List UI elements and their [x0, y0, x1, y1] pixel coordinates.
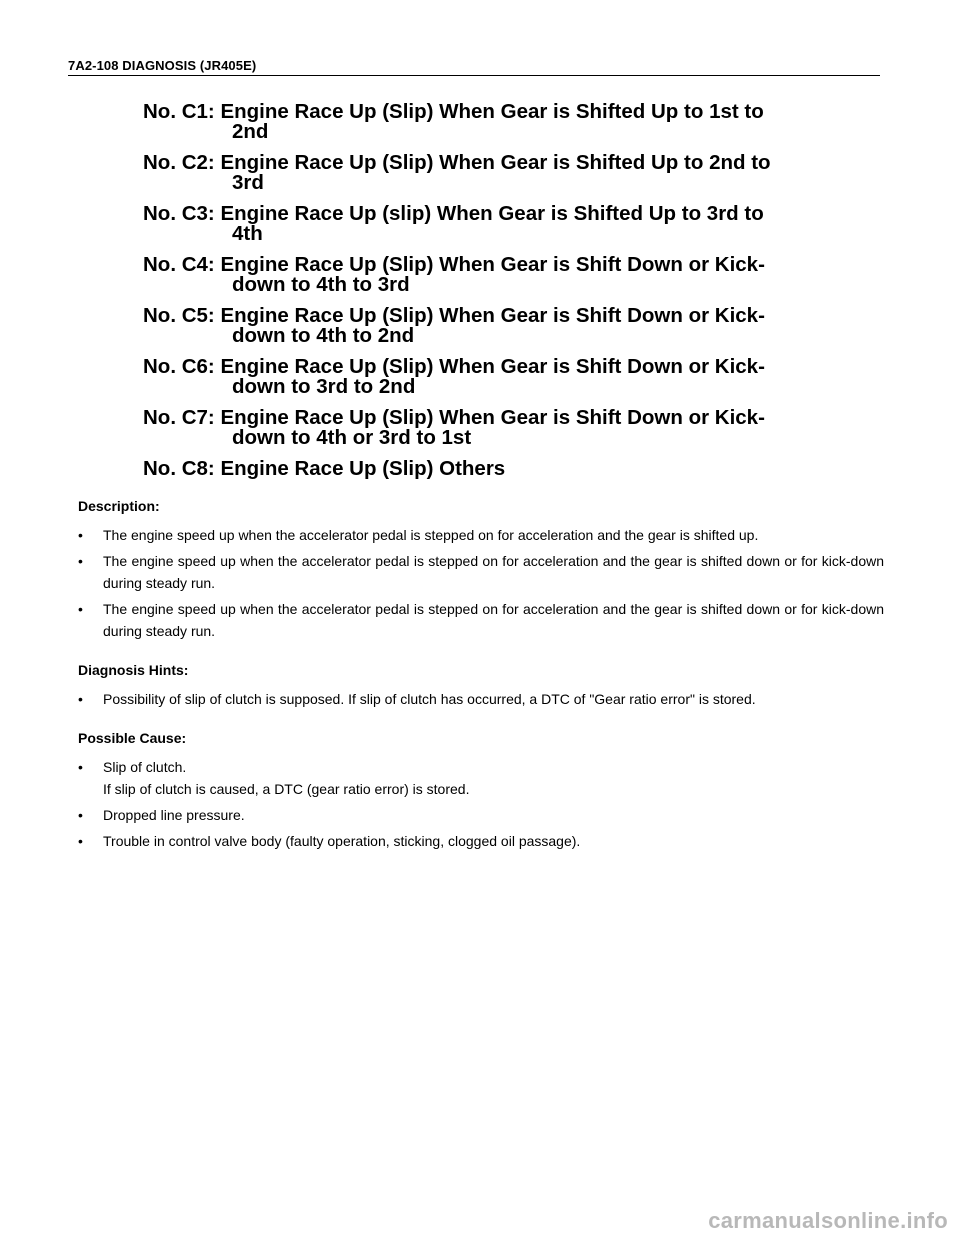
list-item-text: Trouble in control valve body (faulty operation, sticking, clogged oil passage). — [103, 833, 581, 849]
list-item — [78, 830, 884, 852]
bullet-icon: • — [78, 553, 83, 569]
description-list — [78, 524, 884, 642]
bullet-icon: • — [78, 601, 83, 617]
title-continuation: down to 4th to 3rd — [232, 273, 410, 296]
description-heading: Description: — [78, 498, 160, 514]
bullet-icon: • — [78, 527, 83, 543]
list-item-text: The engine speed up when the accelerator pedal is stepped on for acceleration and the gear is shifted down or for kick-down during steady run. — [103, 553, 884, 591]
title-continuation: down to 4th or 3rd to 1st — [232, 426, 472, 449]
list-item — [78, 550, 884, 594]
page-header: 7A2-108 DIAGNOSIS (JR405E) — [68, 58, 880, 76]
bullet-icon: • — [78, 833, 83, 849]
list-item — [78, 804, 884, 826]
list-item-text: Possibility of slip of clutch is supposed. If slip of clutch has occurred, a DTC of "Gear ratio error" is stored. — [103, 691, 756, 707]
content-body — [78, 498, 884, 872]
title-line: No. C8: Engine Race Up (Slip) Others — [143, 457, 506, 480]
title-c3 — [143, 204, 883, 244]
list-item — [78, 756, 884, 800]
title-line: No. C5: Engine Race Up (Slip) When Gear is Shift Down or Kick- — [143, 304, 765, 327]
title-continuation: 3rd — [232, 171, 264, 194]
title-c2 — [143, 153, 883, 193]
list-item — [78, 598, 884, 642]
title-c8 — [143, 459, 883, 479]
title-c4 — [143, 255, 883, 295]
title-line: No. C7: Engine Race Up (Slip) When Gear is Shift Down or Kick- — [143, 406, 765, 429]
title-line: No. C1: Engine Race Up (Slip) When Gear is Shifted Up to 1st to — [143, 100, 764, 123]
title-continuation: down to 3rd to 2nd — [232, 375, 416, 398]
title-continuation: 2nd — [232, 120, 269, 143]
title-block — [143, 102, 883, 490]
causes-heading: Possible Cause: — [78, 730, 187, 746]
list-item-text: Slip of clutch. — [103, 759, 187, 775]
list-item — [78, 524, 884, 546]
list-item-subtext: If slip of clutch is caused, a DTC (gear ratio error) is stored. — [103, 781, 470, 797]
bullet-icon: • — [78, 759, 83, 775]
hints-list — [78, 688, 884, 710]
list-item-text: The engine speed up when the accelerator pedal is stepped on for acceleration and the gear is shifted down or for kick-down during steady run. — [103, 601, 884, 639]
title-c1 — [143, 102, 883, 142]
title-c6 — [143, 357, 883, 397]
title-line: No. C4: Engine Race Up (Slip) When Gear is Shift Down or Kick- — [143, 253, 765, 276]
title-line: No. C6: Engine Race Up (Slip) When Gear is Shift Down or Kick- — [143, 355, 765, 378]
title-continuation: down to 4th to 2nd — [232, 324, 415, 347]
hints-heading: Diagnosis Hints: — [78, 662, 189, 678]
title-line: No. C3: Engine Race Up (slip) When Gear is Shifted Up to 3rd to — [143, 202, 764, 225]
title-continuation: 4th — [232, 222, 263, 245]
bullet-icon: • — [78, 807, 83, 823]
bullet-icon: • — [78, 691, 83, 707]
list-item-text: The engine speed up when the accelerator pedal is stepped on for acceleration and the gear is shifted up. — [103, 527, 759, 543]
title-line: No. C2: Engine Race Up (Slip) When Gear is Shifted Up to 2nd to — [143, 151, 771, 174]
watermark: carmanualsonline.info — [708, 1208, 948, 1233]
causes-list — [78, 756, 884, 852]
title-c5 — [143, 306, 883, 346]
title-c7 — [143, 408, 883, 448]
list-item — [78, 688, 884, 710]
list-item-text: Dropped line pressure. — [103, 807, 245, 823]
